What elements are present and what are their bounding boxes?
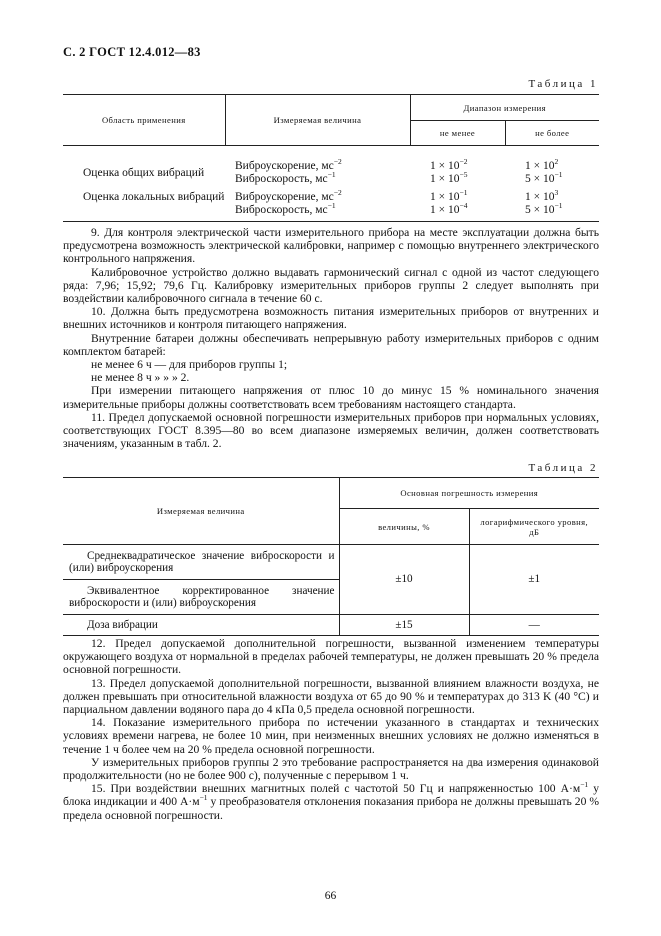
- page-header: С. 2 ГОСТ 12.4.012—83: [63, 45, 201, 59]
- t2-row-db: —: [469, 615, 599, 636]
- t1-header-range: Диапазон измерения: [410, 95, 599, 121]
- t1-header-min: не менее: [410, 121, 505, 146]
- page-number: 66: [324, 890, 337, 902]
- t2-header-error: Основная погрешность измерения: [339, 478, 599, 509]
- paragraph: У измерительных приборов группы 2 это требование распространяется на два измерения одинаковой продолжительности (но не более 900 с), полученные с перерывом 1 ч.: [63, 755, 599, 783]
- t1-row-area: Оценка общих вибраций: [83, 166, 205, 179]
- paragraph: 11. Предел допускаемой основной погрешности измерительных приборов при нормальных условиях, соответствующих ГОСТ 8.395—80 во всем диапазоне измеряемых величин, должен соответствовать значениям, указанным в табл. 2.: [63, 410, 599, 451]
- t1-row-area: Оценка локальных вибраций: [63, 186, 225, 222]
- paragraph: 10. Должна быть предусмотрена возможность питания измерительных приборов от внутренних и внешних источников и контроля питающего напряжения.: [63, 305, 599, 332]
- t1-header-area: Область применения: [63, 95, 225, 146]
- t1-row-max: $1 \times 10^3$ $5 \times 10^{-1}$: [505, 186, 599, 222]
- t1-row-min: $1 \times 10^{-1}$ $1 \times 10^{-4}$: [410, 186, 505, 222]
- t1-row: [63, 158, 599, 186]
- t2-header-quantity: Измеряемая величина: [63, 478, 339, 545]
- t2-row-quantity: Среднеквадратическое значение виброскорости и (или) виброускорения: [63, 545, 339, 580]
- paragraph: Калибровочное устройство должно выдавать гармонический сигнал с одной из частот следующего ряда: 7,96; 15,92; 79,6 Гц. Калибровку измерительных приборов группы 2 следует выполнять при воздействии калибровочного сигнала в течение 60 с.: [63, 265, 599, 306]
- t2-row: [63, 545, 599, 580]
- t2-row-quantity: Доза вибрации: [63, 615, 339, 636]
- t1-row-quantity: Виброускорение, $мс^{-2}$ Виброскорость, $мс^{-1}$: [225, 186, 410, 222]
- body-text-b: [63, 637, 599, 822]
- body-text-a: [63, 226, 599, 450]
- t1-row-min: $1 \times 10^{-2}$ $1 \times 10^{-5}$: [430, 157, 468, 185]
- t1-header-quantity: Измеряемая величина: [225, 95, 410, 146]
- paragraph: не менее 8 ч » » » 2.: [91, 371, 190, 385]
- paragraph: Внутренние батареи должны обеспечивать непрерывную работу измерительных приборов с одним комплектом батарей:: [63, 331, 599, 358]
- paragraph-15: 15. При воздействии внешних магнитных полей с частотой 50 Гц и напряженностью 100 $А\cdot м^{-1}$ у блока индикации и 400 $А\cdot м^{-1}$ у преобразователя отклонения показания прибора не должны превышать 20 % предела основной погрешности.: [63, 780, 600, 822]
- t2-row: [63, 615, 599, 636]
- t1-row-max: $1 \times 10^2$ $5 \times 10^{-1}$: [525, 157, 563, 185]
- t2-row-quantity: Эквивалентное корректированное значение виброскорости и (или) виброускорения: [63, 580, 339, 615]
- t2-row-pct: ±15: [339, 615, 469, 636]
- paragraph: 9. Для контроля электрической части измерительного прибора на месте эксплуатации должна быть предусмотрена возможность электрической калибровки, например с помощью внутреннего электрического контрольного напряжения.: [63, 226, 599, 266]
- table2-caption: Таблица 2: [528, 462, 598, 474]
- t2-header-db: логарифмического уровня, дБ: [469, 509, 599, 545]
- paragraph: 12. Предел допускаемой дополнительной погрешности, вызванной изменением температуры окружающего воздуха от нормальной в пределах рабочей температуры, не должен превышать 20 % предела основной погрешности.: [63, 637, 599, 677]
- paragraph: не менее 6 ч — для приборов группы 1;: [91, 358, 288, 372]
- table-1: [63, 94, 599, 222]
- paragraph: 14. Показание измерительного прибора по истечении указанного в стандартах и технических условиях времени нагрева, не более 10 мин, при неизменных внешних условиях не должно изменяться в течение 1 ч более чем на 20 % предела основной погрешности.: [63, 716, 599, 756]
- t2-header-pct: величины, %: [339, 509, 469, 545]
- t1-row: [63, 186, 599, 222]
- paragraph: При измерении питающего напряжения от плюс 10 до минус 15 % номинального значения измерительные приборы должны соответствовать всем требованиям настоящего стандарта.: [63, 384, 599, 411]
- paragraph: 13. Предел допускаемой дополнительной погрешности, вызванной влиянием влажности воздуха, не должен превышать при относительной влажности воздуха от 65 до 90 % и температурах до 313 K (40 °C) и парциальном давлении водяного пара до 4 кПа 0,5 предела основной погрешности.: [63, 676, 599, 717]
- t2-row-pct: ±10: [339, 545, 469, 615]
- t1-header-max: не более: [505, 121, 599, 146]
- t2-row-db: ±1: [469, 545, 599, 615]
- table-2: [63, 477, 599, 636]
- table1-caption: Таблица 1: [528, 78, 598, 90]
- t1-row-quantity: Виброускорение, $мс^{-2}$ Виброскорость, $мс^{-1}$: [235, 157, 342, 185]
